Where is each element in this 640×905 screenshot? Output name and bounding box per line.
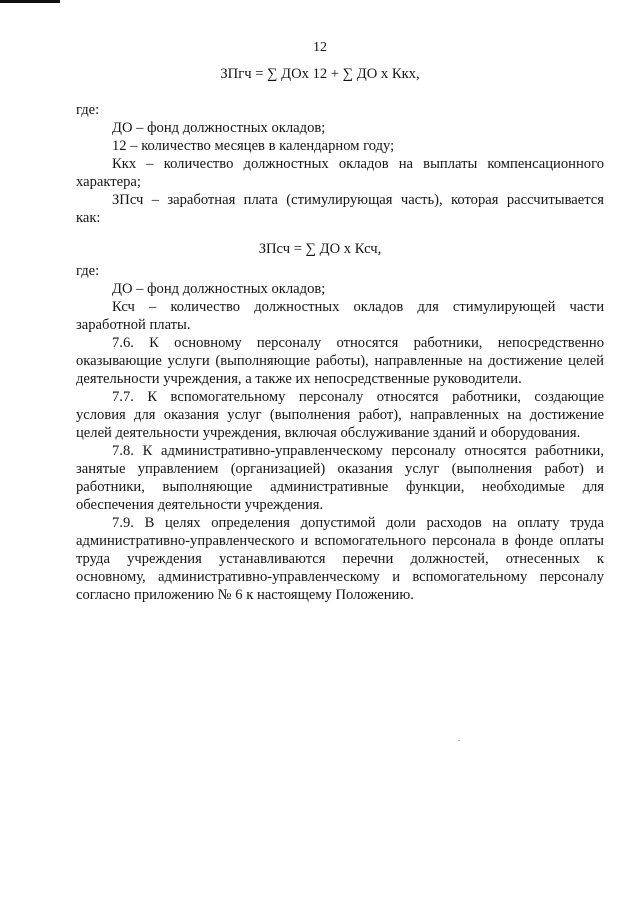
page-number: 12 — [313, 40, 327, 55]
paragraph-7-6-line2: оказывающие услуги (выполняющие работы), направленные на достижение целей — [76, 353, 604, 369]
paragraph-7-9-line4: основному, административно-управленческому и вспомогательному персоналу — [76, 569, 604, 585]
definition-ksch-line1: Ксч – количество должностных окладов для стимулирующей части — [112, 299, 604, 315]
paragraph-7-8-line1: 7.8. К административно-управленческому персоналу относятся работники, — [112, 443, 604, 459]
definition-zpsch-line2: как: — [76, 210, 101, 226]
paragraph-7-6-line1: 7.6. К основному персоналу относятся работники, непосредственно — [112, 335, 604, 351]
paragraph-7-9-line1: 7.9. В целях определения допустимой доли расходов на оплату труда — [112, 515, 604, 531]
definition-ksch-line2: заработной платы. — [76, 317, 191, 333]
paragraph-7-7-line3: целей деятельности учреждения, включая обслуживание зданий и оборудования. — [76, 425, 581, 441]
formula-zpgch: ЗПгч = ∑ ДОх 12 + ∑ ДО х Ккх, — [220, 66, 420, 82]
where-label: где: — [76, 102, 100, 118]
definition-kkx-line1: Ккх – количество должностных окладов на выплаты компенсационного — [112, 156, 604, 172]
paragraph-7-7-line2: условия для оказания услуг (выполнения работ), направленных на достижение — [76, 407, 604, 423]
paragraph-7-9-line2: административно-управленческого и вспомогательного персонала в фонде оплаты — [76, 533, 604, 549]
paragraph-7-8-line3: работники, выполняющие административные функции, необходимые для — [76, 479, 604, 495]
scan-edge-line — [0, 0, 60, 3]
definition-do: ДО – фонд должностных окладов; — [112, 120, 326, 136]
paragraph-7-6-line3: деятельности учреждения, а также их непосредственные руководители. — [76, 371, 522, 387]
where-label-2: где: — [76, 263, 100, 279]
paragraph-7-7-line1: 7.7. К вспомогательному персоналу относятся работники, создающие — [112, 389, 604, 405]
definition-kkx-line2: характера; — [76, 174, 141, 190]
paragraph-7-8-line4: обеспечения деятельности учреждения. — [76, 497, 324, 513]
definition-do-2: ДО – фонд должностных окладов; — [112, 281, 326, 297]
paragraph-7-9-line5: согласно приложению № 6 к настоящему Положению. — [76, 587, 414, 603]
definition-12: 12 – количество месяцев в календарном году; — [112, 138, 395, 154]
formula-zpsch: ЗПсч = ∑ ДО х Ксч, — [258, 241, 382, 257]
scan-speck — [458, 740, 460, 741]
paragraph-7-9-line3: труда учреждения устанавливаются перечни должностей, отнесенных к — [76, 551, 604, 567]
paragraph-7-8-line2: занятые управлением (организацией) оказания услуг (выполнения работ) и — [76, 461, 604, 477]
definition-zpsch-line1: ЗПсч – заработная плата (стимулирующая часть), которая рассчитывается — [112, 192, 604, 208]
